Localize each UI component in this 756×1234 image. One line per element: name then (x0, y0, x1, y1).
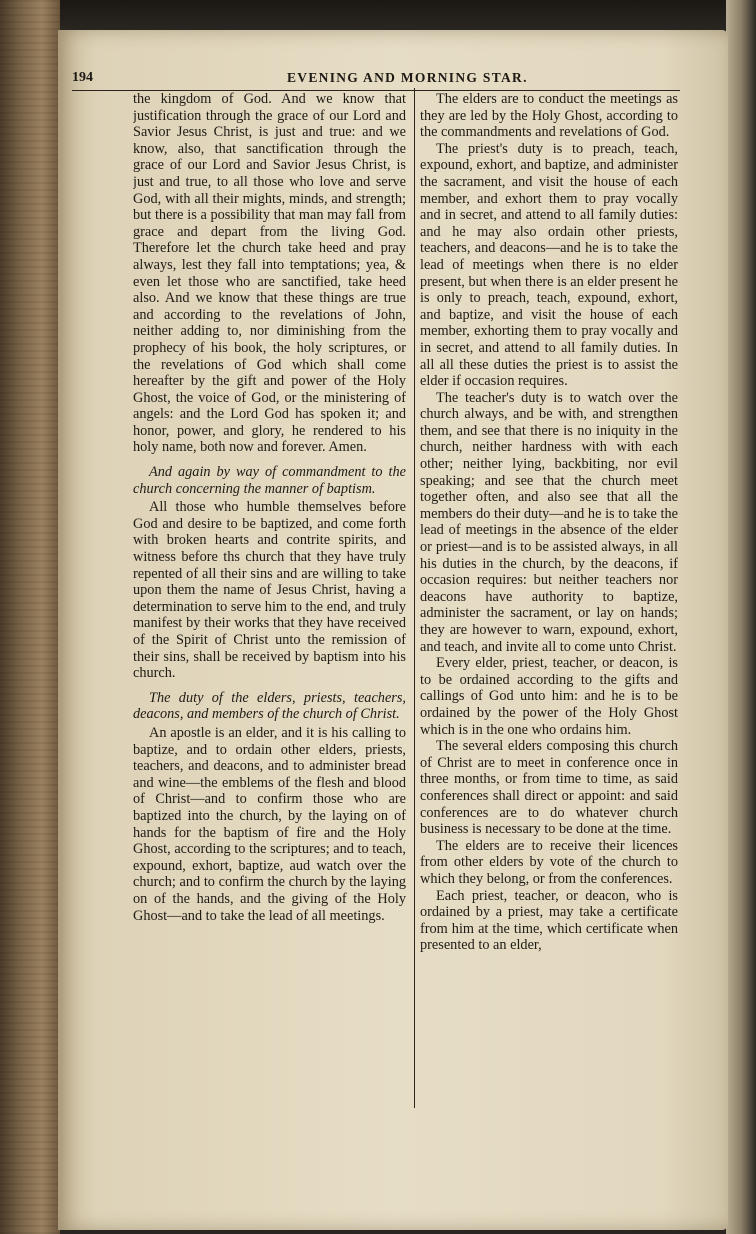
paragraph: Each priest, teacher, or deacon, who is ordained by a priest, may take a certificate from him at the time, which certificate when presented to an elder, (420, 887, 678, 954)
paragraph: Every elder, priest, teacher, or deacon, is to be ordained according to the gifts and callings of God unto him: and he is to be ordained by the power of the Holy Ghost which is in the one who ordains him. (420, 655, 678, 738)
paragraph: the kingdom of God. And we know that justification through the grace of our Lord and Savior Jesus Christ, is just and true: and we know, also, that sanctification through the grace of our Lord and Savior Jesus Christ, is just and true, to all those who love and serve God, with all their mights, minds, and strength; but there is a possibility that man may fall from grace and depart from the living God. Therefore let the church take heed and pray always, lest they fall into temptations; yea, & even let those who are sanctified, take heed also. And we know that these things are true and according to the revelations of John, neither adding to, nor diminishing from the prophecy of his book, the holy scriptures, or the revelations of God which shall come hereafter by the gift and power of the Holy Ghost, the voice of God, or the ministering of angels: and the Lord God has spoken it; and honor, power, and glory, he rendered to his holy name, both now and forever. Amen. (133, 91, 406, 456)
book-spine (0, 0, 60, 1234)
paragraph: The elders are to conduct the meetings as they are led by the Holy Ghost, according to the commandments and revelations of God. (420, 91, 678, 141)
page-number: 194 (72, 70, 93, 85)
column-divider (414, 88, 415, 1108)
left-column (133, 91, 406, 1111)
paragraph: The priest's duty is to preach, teach, expound, exhort, and baptize, and administer the sacrament, and visit the house of each member, and exhort them to pray vocally and in secret, and attend to all family duties: and he may also ordain other priests, teachers, and deacons—and he is to take the lead of meetings when there is no elder present, but when there is an elder present he is only to preach, teach, expound, exhort, and baptize, and visit the house of each member, exhorting them to pray vocally and in secret, and attend to all family duties. In all all these duties the priest is to assist the elder if occasion requires. (420, 140, 678, 390)
section-heading-duties: The duty of the elders, priests, teachers, deacons, and members of the church of Christ. (133, 689, 406, 723)
paragraph: An apostle is an elder, and it is his calling to baptize, and to ordain other elders, priests, teachers, and deacons, and to administer bread and wine—the emblems of the flesh and blood of Christ—and to confirm those who are baptized into the church, by the laying on of hands for the baptism of fire and the Holy Ghost, according to the scriptures; and to teach, expound, exhort, baptize, aud watch over the church; and to confirm the church by the laying on of the hands, and the giving of the Holy Ghost—and to take the lead of all meetings. (133, 724, 406, 924)
paragraph: The teacher's duty is to watch over the church always, and be with, and strengthen them, and see that there is no iniquity in the church, neither hardness with with each other; neither lying, backbiting, nor evil speaking; and see that the church meet together often, and also see that all the members do their duty—and he is to take the lead of meetings in the absence of the elder or priest—and is to be assisted always, in all his duties in the church, by the deacons, if occasion requires: but neither teachers nor deacons have authority to baptize, administer the sacrament, or lay on hands; they are however to warn, expound, exhort, and teach, and invite all to come unto Christ. (420, 389, 678, 655)
right-column (420, 91, 678, 1121)
page-header (72, 68, 680, 91)
page-edge-right (726, 0, 756, 1234)
paragraph: All those who humble themselves before God and desire to be baptized, and come forth with broken hearts and contrite spirits, and witness before ths church that they have truly repented of all their sins and are willing to take upon them the name of Jesus Christ, having a determination to serve him to the end, and truly manifest by their works that they have received of the Spirit of Christ unto the remission of their sins, shall be received by baptism into his church. (133, 499, 406, 682)
paragraph: The several elders composing this church of Christ are to meet in conference once in three months, or from time to time, as said conferences shall direct or appoint: and said conferences are to do whatever church business is necessary to be done at the time. (420, 738, 678, 838)
running-head: EVENING AND MORNING STAR. (287, 70, 528, 85)
paragraph: The elders are to receive their licences from other elders by vote of the church to which they belong, or from the conferences. (420, 837, 678, 887)
section-heading-baptism: And again by way of commandment to the church concerning the manner of baptism. (133, 464, 406, 497)
